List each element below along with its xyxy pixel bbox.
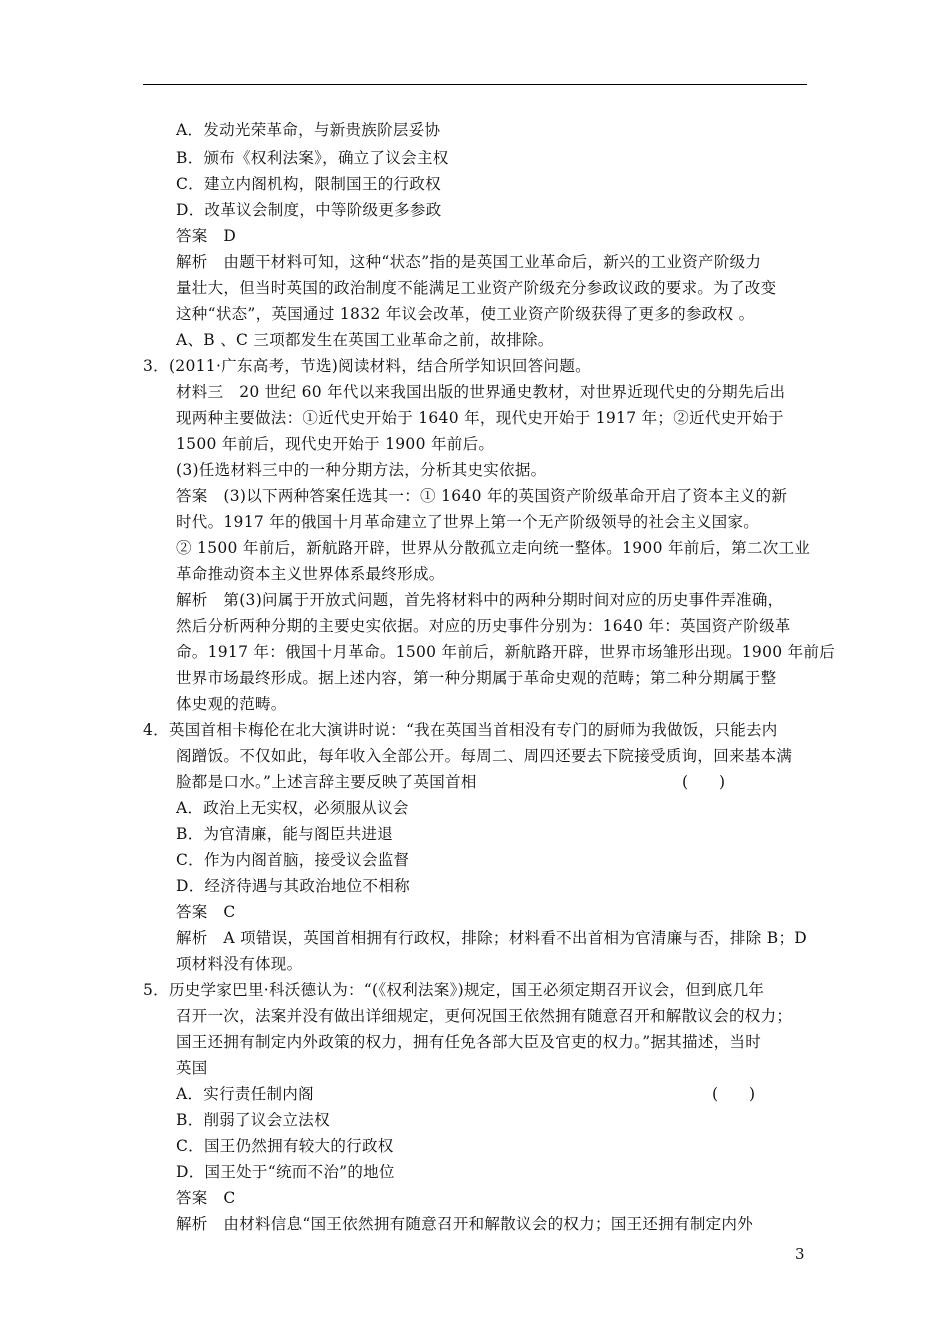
- q4-answer-paren: ( ): [682, 773, 726, 791]
- q2-answer: 答案 D: [176, 227, 237, 245]
- q4-stem-line-3: 脸都是口水。”上述言辞主要反映了英国首相: [176, 773, 477, 791]
- q3-material-line-1: 材料三 20 世纪 60 年代以来我国出版的世界通史教材，对世界近现代史的分期先后出: [176, 383, 786, 401]
- q5-option-b: C．国王仍然拥有较大的行政权: [176, 1137, 394, 1155]
- q5-option-c: D．国王处于“统而不治”的地位: [176, 1163, 395, 1181]
- q2-option-d: D．改革议会制度，中等阶级更多参政: [176, 201, 442, 219]
- q5-stem-line-4: 英国: [176, 1059, 208, 1077]
- q2-option-a: A．发动光荣革命，与新贵族阶层妥协: [176, 121, 441, 139]
- q4-option-d: D．经济待遇与其政治地位不相称: [176, 877, 410, 895]
- q5-stem-line-1: 5．历史学家巴里·科沃德认为：“(《权利法案》)规定，国王必须定期召开议会，但到底几年: [143, 981, 765, 999]
- q3-analysis-line-3: 命。1917 年：俄国十月革命。1500 年前后，新航路开辟，世界市场雏形出现。1900 年前后: [176, 643, 836, 661]
- q2-analysis-line-1: 解析 由题干材料可知，这种“状态”指的是英国工业革命后，新兴的工业资产阶级力: [176, 253, 762, 271]
- page-number: 3: [795, 1245, 805, 1263]
- q3-analysis-line-2: 然后分析两种分期的主要史实依据。对应的历史事件分别为：1640 年：英国资产阶级革: [176, 617, 791, 635]
- q4-analysis-line-1: 解析 A 项错误，英国首相拥有行政权，排除；材料看不出首相为官清廉与否，排除 B；D: [176, 929, 807, 947]
- q4-option-a: A．政治上无实权，必须服从议会: [176, 799, 409, 817]
- q3-analysis-line-4: 世界市场最终形成。据上述内容，第一种分期属于革命史观的范畴；第二种分期属于整: [176, 669, 777, 687]
- q5-stem-line-3: 国王还拥有制定内外政策的权力，拥有任免各部大臣及官吏的权力。”据其描述，当时: [176, 1033, 762, 1051]
- q3-answer-line-2: 时代。1917 年的俄国十月革命建立了世界上第一个无产阶级领导的社会主义国家。: [176, 513, 760, 531]
- q3-analysis-line-1: 解析 第(3)问属于开放式问题，首先将材料中的两种分期时间对应的历史事件弄准确，: [176, 591, 784, 609]
- header-rule: [143, 84, 807, 85]
- q3-answer-line-4: 革命推动资本主义世界体系最终形成。: [176, 565, 445, 583]
- q3-subquestion: (3)任选材料三中的一种分期方法，分析其史实依据。: [176, 461, 547, 479]
- q3-analysis-line-5: 体史观的范畴。: [176, 695, 287, 713]
- q4-stem-line-2: 阁蹭饭。不仅如此，每年收入全部公开。每周二、周四还要去下院接受质询，回来基本满: [176, 747, 793, 765]
- q3-stem: 3．(2011·广东高考，节选)阅读材料，结合所学知识回答问题。: [143, 357, 591, 375]
- q2-option-c: C．建立内阁机构，限制国王的行政权: [176, 175, 441, 193]
- q5-stem-line-2: 召开一次，法案并没有做出详细规定，更何况国王依然拥有随意召开和解散议会的权力；: [176, 1007, 793, 1025]
- q3-material-line-2: 现两种主要做法：①近代史开始于 1640 年，现代史开始于 1917 年；②近代史开始于: [176, 409, 784, 427]
- q4-answer: 答案 C: [176, 903, 236, 921]
- q2-analysis-line-2: 量壮大，但当时英国的政治制度不能满足工业资产阶级充分参政议政的要求。为了改变: [176, 279, 777, 297]
- q5-answer: 解析 由材料信息“国王依然拥有随意召开和解散议会的权力；国王还拥有制定内外: [176, 1215, 754, 1233]
- q3-answer-line-3: ② 1500 年前后，新航路开辟，世界从分散孤立走向统一整体。1900 年前后，第二次工业: [176, 539, 811, 557]
- q5-answer-paren: ( ): [712, 1085, 756, 1103]
- q4-stem-line-1: 4．英国首相卡梅伦在北大演讲时说：“我在英国当首相没有专门的厨师为我做饭，只能去内: [143, 721, 778, 739]
- q4-option-b: B．为官清廉，能与阁臣共进退: [176, 825, 394, 843]
- q2-analysis-line-4: A、B 、C 三项都发生在英国工业革命之前，故排除。: [176, 331, 554, 349]
- q5-stem-line-5: A．实行责任制内阁: [176, 1085, 314, 1103]
- q2-option-b: B．颁布《权利法案》，确立了议会主权: [176, 149, 449, 167]
- q4-option-c: C．作为内阁首脑，接受议会监督: [176, 851, 410, 869]
- q3-answer-line-1: 答案 (3)以下两种答案任选其一：① 1640 年的英国资产阶级革命开启了资本主义的新: [176, 487, 788, 505]
- q4-analysis-line-2: 项材料没有体现。: [176, 955, 303, 973]
- q5-option-a: B．削弱了议会立法权: [176, 1111, 330, 1129]
- q2-analysis-line-3: 这种“状态”，英国通过 1832 年议会改革，使工业资产阶级获得了更多的参政权 。: [176, 305, 755, 323]
- q3-material-line-3: 1500 年前后，现代史开始于 1900 年前后。: [176, 435, 495, 453]
- q5-option-d: 答案 C: [176, 1189, 236, 1207]
